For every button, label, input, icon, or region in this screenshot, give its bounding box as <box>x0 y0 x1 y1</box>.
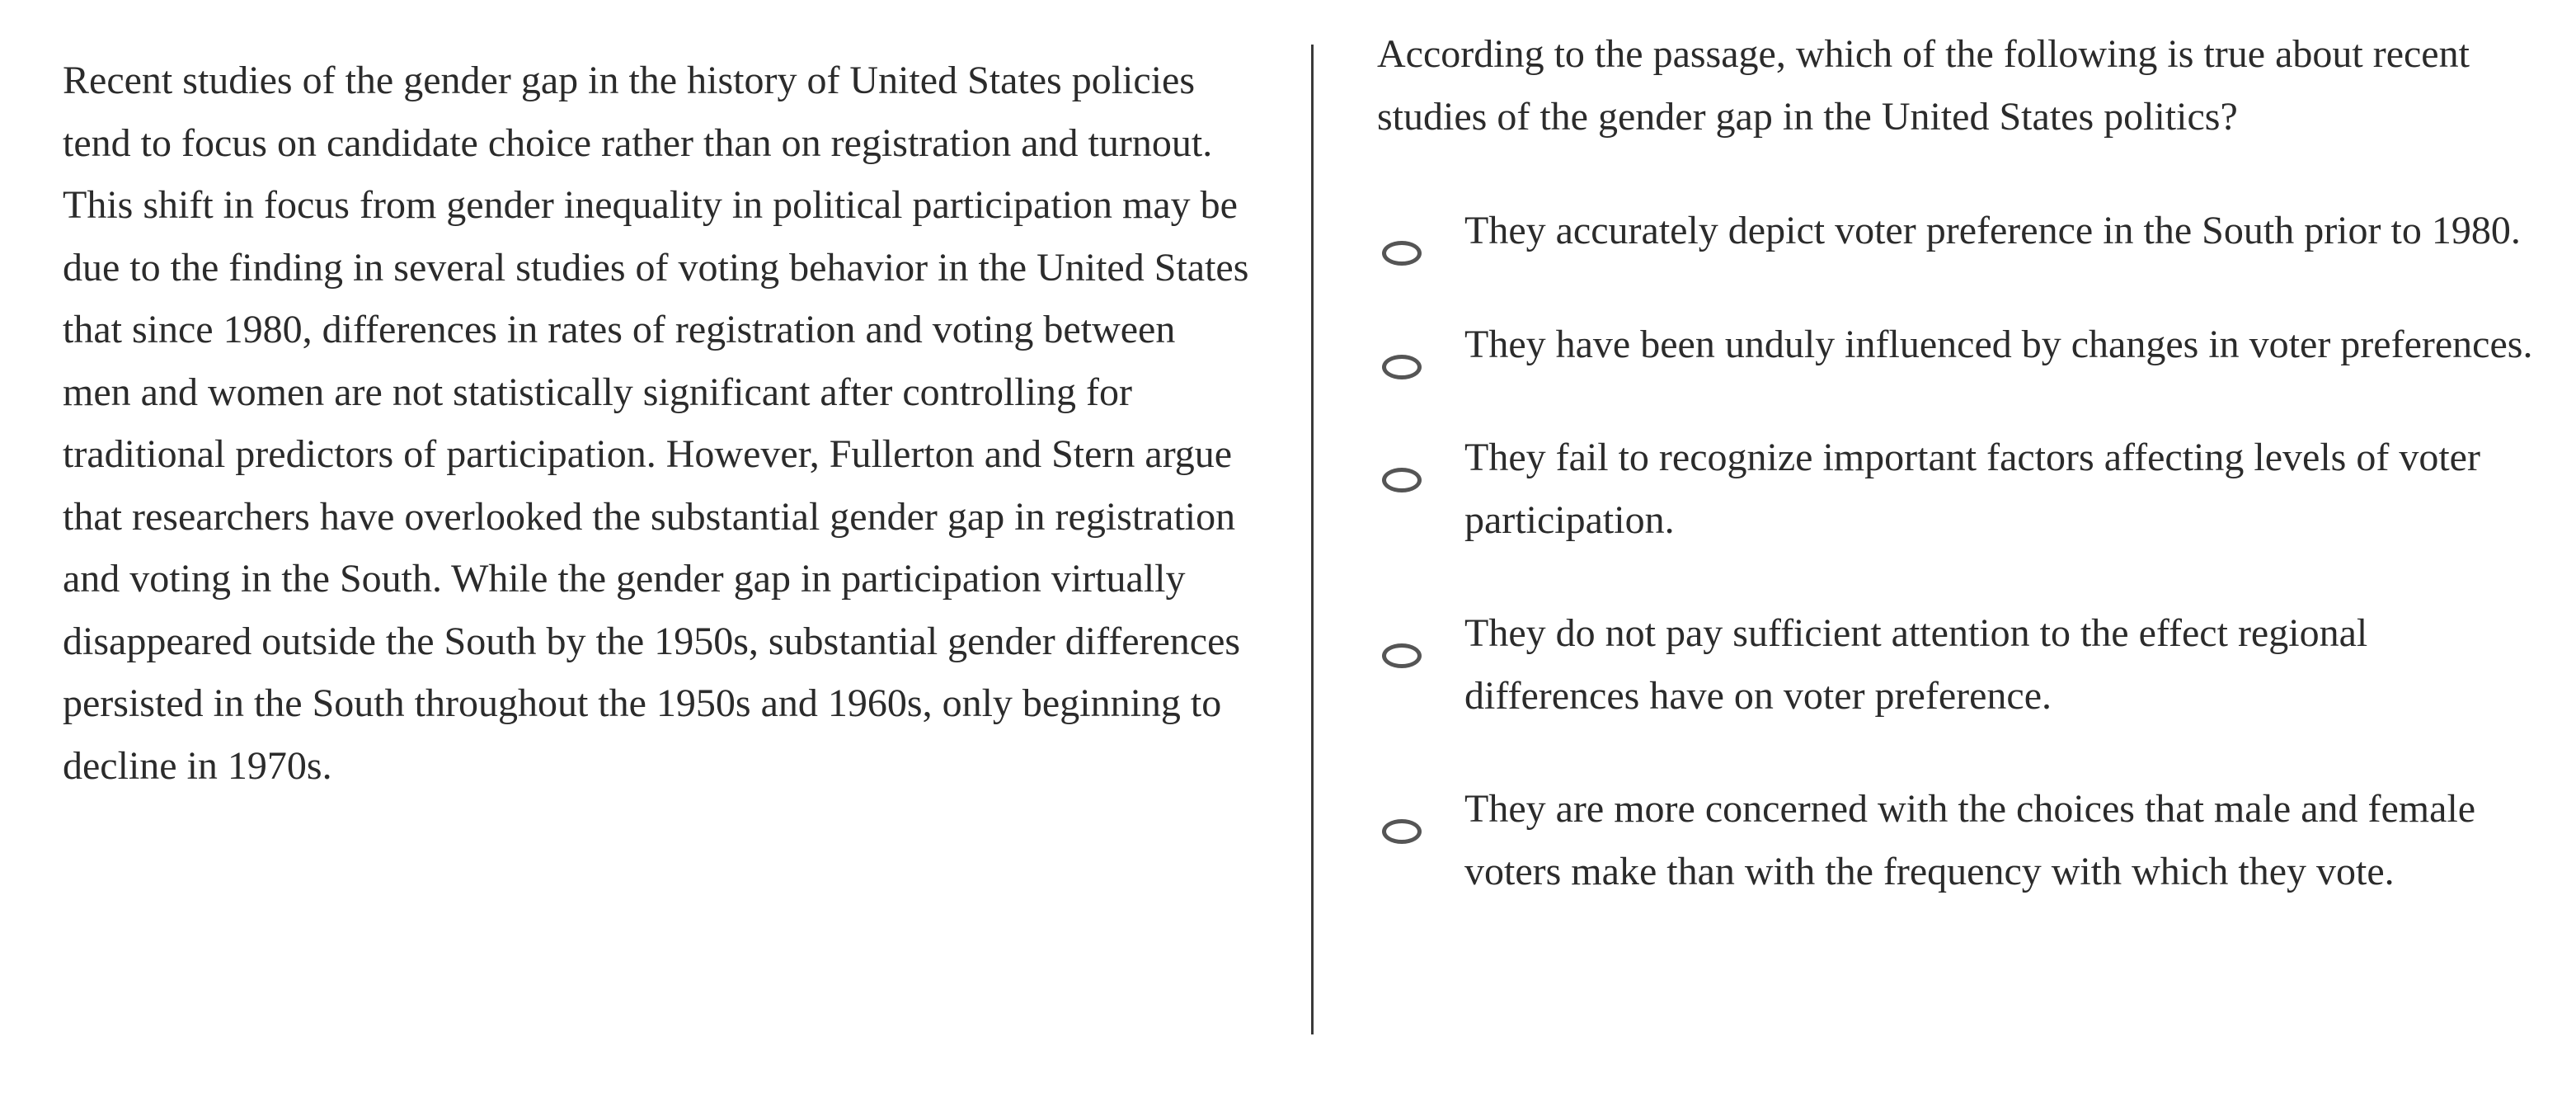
radio-button-icon[interactable] <box>1382 643 1422 668</box>
answer-choice-label: They do not pay sufficient attention to the effect regional differences have on voter preference. <box>1464 611 2368 718</box>
answer-choice-label: They fail to recognize important factors affecting levels of voter participation. <box>1464 436 2480 542</box>
passage-pane <box>63 49 1250 797</box>
question-pane <box>1377 23 2548 893</box>
answer-choice-c[interactable] <box>1377 426 2548 551</box>
radio-button-icon[interactable] <box>1382 468 1422 492</box>
answer-choice-e[interactable] <box>1377 778 2548 902</box>
radio-button-icon[interactable] <box>1382 241 1422 266</box>
answer-choice-d[interactable] <box>1377 602 2548 727</box>
answer-choice-label: They accurately depict voter preference in the South prior to 1980. <box>1464 209 2521 252</box>
radio-button-icon[interactable] <box>1382 355 1422 379</box>
radio-button-icon[interactable] <box>1382 819 1422 844</box>
question-stem: According to the passage, which of the following is true about recent studies of the gender gap in the United States politics? <box>1377 32 2470 139</box>
answer-choice-a[interactable] <box>1377 200 2548 262</box>
passage-text: Recent studies of the gender gap in the history of United States policies tend to focus on candidate choice rather than on registration and turnout. This shift in focus from gender inequality in political participation may be due to the finding in several studies of voting behavior in the United States that since 1980, differences in rates of registration and voting between men and women are not statistically significant after controlling for traditional predictors of participation. However, Fullerton and Stern argue that researchers have overlooked the substantial gender gap in registration and voting in the South. While the gender gap in participation virtually disappeared outside the South by the 1950s, substantial gender differences persisted in the South throughout the 1950s and 1960s, only beginning to decline in 1970s. <box>63 59 1249 788</box>
answer-choices <box>1377 200 2548 954</box>
answer-choice-label: They are more concerned with the choices that male and female voters make than with the frequency with which they vote. <box>1464 787 2476 893</box>
pane-divider <box>1311 45 1314 1034</box>
answer-choice-b[interactable] <box>1377 313 2548 376</box>
answer-choice-label: They have been unduly influenced by changes in voter preferences. <box>1464 322 2533 366</box>
